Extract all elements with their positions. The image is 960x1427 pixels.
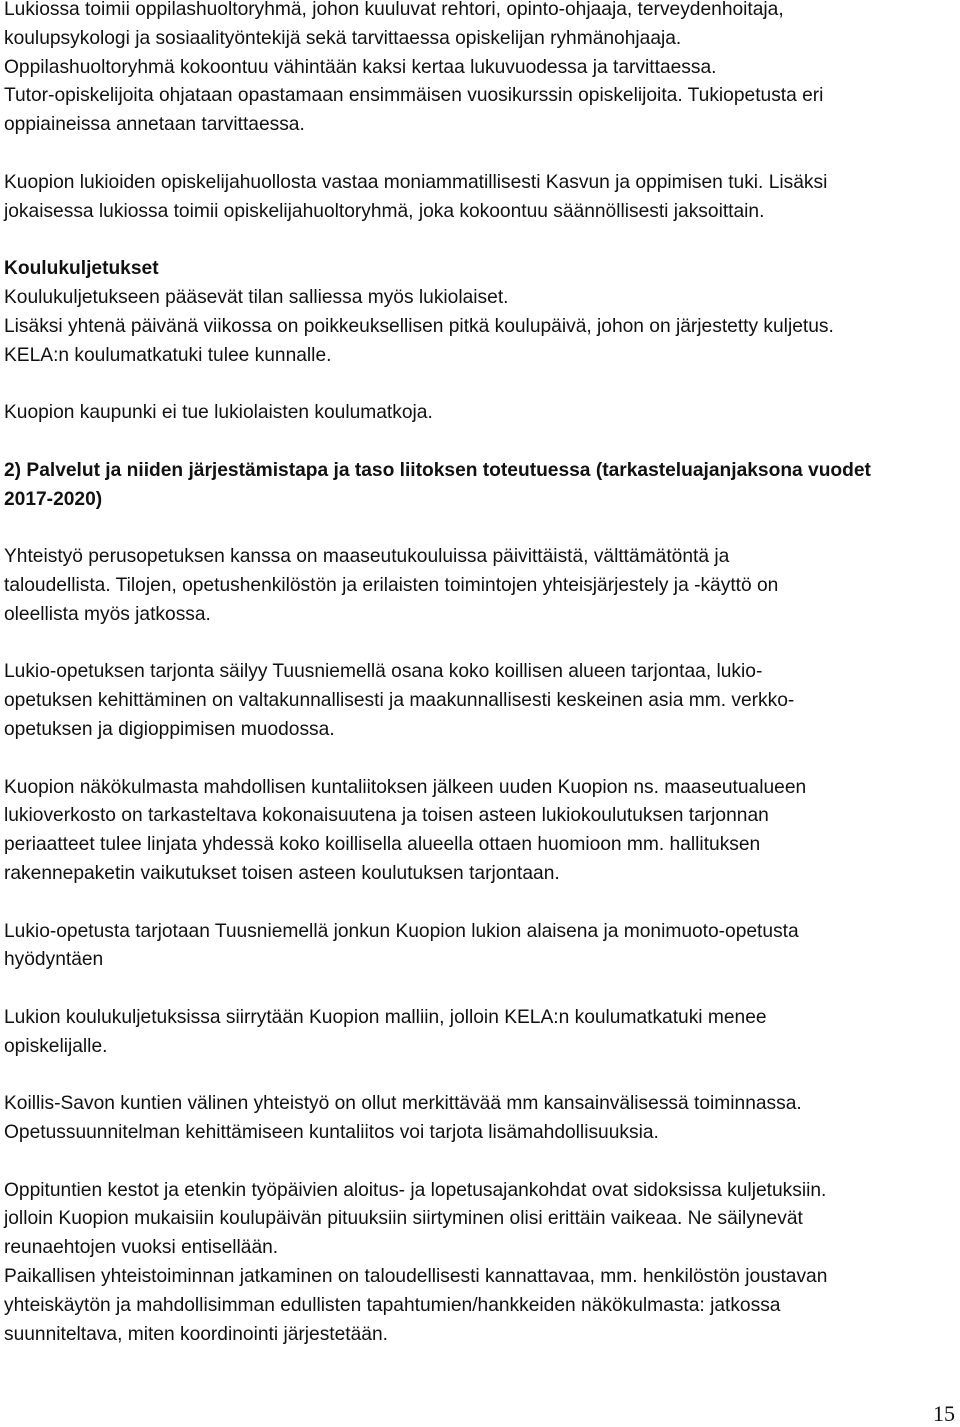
text-line: taloudellista. Tilojen, opetushenkilöstön ja erilaisten toimintojen yhteisjärjestely ja -käyttö on xyxy=(4,574,779,596)
paragraph-lukio-transport xyxy=(4,1004,944,1062)
text-line: KELA:n koulumatkatuki tulee kunnalle. xyxy=(4,344,332,366)
text-line: Yhteistyö perusopetuksen kanssa on maaseutukouluissa päivittäistä, välttämätöntä ja xyxy=(4,546,730,568)
text-line: reunaehtojen vuoksi entisellään. xyxy=(4,1237,279,1259)
text-line: Koillis-Savon kuntien välinen yhteistyö on ollut merkittävää mm kansainvälisessä toiminnassa. xyxy=(4,1093,802,1115)
paragraph-tuusniemi-lukio xyxy=(4,918,944,976)
text-line: Lukion koulukuljetuksissa siirrytään Kuopion malliin, jolloin KELA:n koulumatkatuki menee xyxy=(4,1006,767,1028)
paragraph-cooperation xyxy=(4,543,944,629)
text-line: suunniteltava, miten koordinointi järjestetään. xyxy=(4,1323,388,1345)
paragraph-student-welfare-group xyxy=(4,0,944,140)
text-line: oppiaineissa annetaan tarvittaessa. xyxy=(4,114,305,136)
transport-heading: Koulukuljetukset xyxy=(4,258,159,280)
text-line: periaatteet tulee linjata yhdessä koko koillisella alueella ottaen huomioon mm. hallituksen xyxy=(4,834,761,856)
paragraph-kuopio-no-support xyxy=(4,399,944,428)
text-line: Oppituntien kestot ja etenkin työpäivien aloitus- ja lopetusajankohdat ovat sidoksissa kuljetuksiin. xyxy=(4,1179,827,1201)
text-line: opetuksen kehittäminen on valtakunnallisesti ja maakunnallisesti keskeinen asia mm. verkko- xyxy=(4,690,795,712)
section-heading-line: 2) Palvelut ja niiden järjestämistapa ja taso liitoksen toteutuessa (tarkasteluajanjaksona vuodet xyxy=(4,459,871,481)
paragraph-kuopio-view xyxy=(4,774,944,889)
text-line: Paikallisen yhteistoiminnan jatkaminen on taloudellisesti kannattavaa, mm. henkilöstön joustavan xyxy=(4,1266,828,1288)
text-line: Koulukuljetukseen pääsevät tilan salliessa myös lukiolaiset. xyxy=(4,286,509,308)
section-school-transport xyxy=(4,255,944,370)
text-line: Kuopion lukioiden opiskelijahuollosta vastaa moniammatillisesti Kasvun ja oppimisen tuki. Lisäksi xyxy=(4,171,828,193)
text-line: Tutor-opiskelijoita ohjataan opastamaan ensimmäisen vuosikurssin opiskelijoita. Tukiopetusta eri xyxy=(4,85,824,107)
section-2-heading xyxy=(4,457,944,515)
text-line: jokaisessa lukiossa toimii opiskelijahuoltoryhmä, joka kokoontuu säännöllisesti jaksoittain. xyxy=(4,200,765,222)
document-page xyxy=(4,0,944,1349)
text-line: opetuksen ja digioppimisen muodossa. xyxy=(4,718,335,740)
text-line: Lukiossa toimii oppilashuoltoryhmä, johon kuuluvat rehtori, opinto-ohjaaja, terveydenhoitaja, xyxy=(4,0,784,20)
text-line: yhteiskäytön ja mahdollisimman edullisten tapahtumien/hankkeiden näkökulmasta: jatkossa xyxy=(4,1294,781,1316)
paragraph-schedules xyxy=(4,1177,944,1350)
text-line: oleellista myös jatkossa. xyxy=(4,603,211,625)
page-number: 15 xyxy=(933,1401,955,1426)
text-line: koulupsykologi ja sosiaalityöntekijä sekä tarvittaessa opiskelijan ryhmänohjaaja. xyxy=(4,27,682,49)
text-line: Opetussuunnitelman kehittämiseen kuntaliitos voi tarjota lisämahdollisuuksia. xyxy=(4,1122,659,1144)
text-line: Lisäksi yhtenä päivänä viikossa on poikkeuksellisen pitkä koulupäivä, johon on järjestetty kuljetus. xyxy=(4,315,834,337)
text-line: Kuopion näkökulmasta mahdollisen kuntaliitoksen jälkeen uuden Kuopion ns. maaseutualueen xyxy=(4,776,807,798)
text-line: Lukio-opetuksen tarjonta säilyy Tuusniemellä osana koko koillisen alueen tarjontaa, lukio- xyxy=(4,661,763,683)
text-line: rakennepaketin vaikutukset toisen asteen koulutuksen tarjontaan. xyxy=(4,862,560,884)
paragraph-lukio-offering xyxy=(4,658,944,744)
text-line: lukioverkosto on tarkasteltava kokonaisuutena ja toisen asteen lukiokoulutuksen tarjonnan xyxy=(4,805,769,827)
paragraph-koillis-savo xyxy=(4,1090,944,1148)
text-line: jolloin Kuopion mukaisiin koulupäivän pituuksiin siirtyminen olisi erittäin vaikeaa. Ne säilynevät xyxy=(4,1208,803,1230)
text-line: Lukio-opetusta tarjotaan Tuusniemellä jonkun Kuopion lukion alaisena ja monimuoto-opetusta xyxy=(4,920,799,942)
text-line: hyödyntäen xyxy=(4,949,104,971)
text-line: Oppilashuoltoryhmä kokoontuu vähintään kaksi kertaa lukuvuodessa ja tarvittaessa. xyxy=(4,56,717,78)
text-line: opiskelijalle. xyxy=(4,1035,108,1057)
section-heading-line: 2017-2020) xyxy=(4,488,103,510)
text-line: Kuopion kaupunki ei tue lukiolaisten koulumatkoja. xyxy=(4,402,433,424)
paragraph-kuopio-student-care xyxy=(4,169,944,227)
